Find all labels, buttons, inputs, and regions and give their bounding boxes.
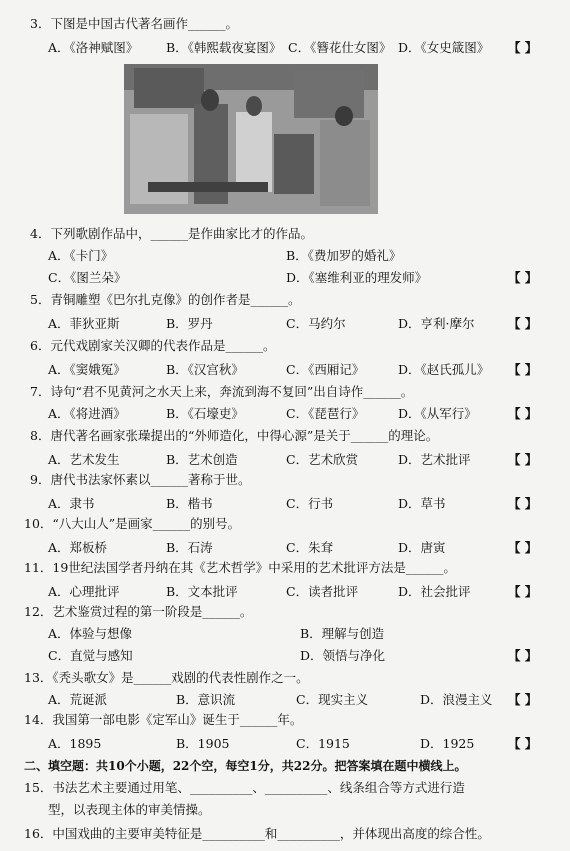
- q13-option-b: B．意识流: [176, 692, 236, 707]
- q3-option-a: A．《洛神赋图》: [48, 40, 139, 55]
- q5-option-d: D．亨利·摩尔: [398, 316, 475, 331]
- question-9-stem: 9．唐代书法家怀素以______著称于世。: [30, 472, 251, 487]
- section-2-heading: 二、填空题：共10个小题，22个空，每空1分，共22分。把答案填在题中横线上。: [24, 759, 467, 773]
- q13-option-d: D．浪漫主义: [420, 692, 493, 707]
- q11-answer-bracket: 【 】: [508, 584, 538, 599]
- q5-option-b: B．罗丹: [166, 316, 213, 331]
- q9-answer-bracket: 【 】: [508, 496, 538, 511]
- q13-answer-bracket: 【 】: [508, 692, 538, 707]
- question-15-line-1: 15．书法艺术主要通过用笔、__________、__________、线条组合等方式进行造: [24, 780, 465, 795]
- q7-option-a: A．《将进酒》: [48, 406, 126, 421]
- q8-option-b: B．艺术创造: [166, 452, 238, 467]
- question-6-stem: 6．元代戏剧家关汉卿的代表作品是______。: [30, 338, 276, 353]
- q5-option-c: C．马约尔: [286, 316, 346, 331]
- q9-option-a: A．隶书: [48, 496, 95, 511]
- q6-answer-bracket: 【 】: [508, 362, 538, 377]
- q4-answer-bracket: 【 】: [508, 270, 538, 285]
- question-7-stem: 7．诗句“君不见黄河之水天上来，奔流到海不复回”出自诗作______。: [30, 384, 414, 399]
- question-16-line-1: 16．中国戏曲的主要审美特征是__________和__________，并体现出高度的综合性。: [24, 826, 490, 841]
- q7-option-b: B．《石壕吏》: [166, 406, 244, 421]
- q9-option-c: C．行书: [286, 496, 334, 511]
- q11-option-d: D．社会批评: [398, 584, 471, 599]
- q10-option-c: C．朱耷: [286, 540, 334, 555]
- q10-option-a: A．郑板桥: [48, 540, 108, 555]
- q3-answer-bracket: 【 】: [508, 40, 538, 55]
- q3-option-b: B．《韩熙载夜宴图》: [166, 40, 282, 55]
- q11-option-a: A．心理批评: [48, 584, 120, 599]
- q4-option-a: A．《卡门》: [48, 248, 114, 263]
- q12-option-b: B．理解与创造: [300, 626, 385, 641]
- question-8-stem: 8．唐代著名画家张璪提出的“外师造化，中得心源”是关于______的理论。: [30, 428, 439, 443]
- q14-option-b: B．1905: [176, 736, 230, 751]
- question-4-stem: 4．下列歌剧作品中，______是作曲家比才的作品。: [30, 226, 313, 241]
- q4-option-d: D．《塞维利亚的理发师》: [286, 270, 428, 285]
- question-11-stem: 11．19世纪法国学者丹纳在其《艺术哲学》中采用的艺术批评方法是______。: [24, 560, 456, 575]
- q4-option-b: B．《费加罗的婚礼》: [286, 248, 402, 263]
- q3-option-d: D．《女史箴图》: [398, 40, 490, 55]
- ancient-painting-image: [124, 64, 378, 214]
- q6-option-b: B．《汉宫秋》: [166, 362, 244, 377]
- q14-option-a: A．1895: [48, 736, 102, 751]
- q10-answer-bracket: 【 】: [508, 540, 538, 555]
- q7-answer-bracket: 【 】: [508, 406, 538, 421]
- q11-option-b: B．文本批评: [166, 584, 238, 599]
- question-10-stem: 10．“八大山人”是画家______的别号。: [24, 516, 241, 531]
- question-3-stem: 3．下图是中国古代著名画作______。: [30, 16, 238, 31]
- q14-answer-bracket: 【 】: [508, 736, 538, 751]
- q11-option-c: C．读者批评: [286, 584, 359, 599]
- q12-option-a: A．体验与想像: [48, 626, 133, 641]
- q5-answer-bracket: 【 】: [508, 316, 538, 331]
- question-15-line-2: 型，以表现主体的审美情操。: [48, 802, 211, 817]
- q6-option-d: D．《赵氏孤儿》: [398, 362, 490, 377]
- q6-option-c: C．《西厢记》: [286, 362, 365, 377]
- q14-option-c: C．1915: [296, 736, 350, 751]
- q13-option-a: A．荒诞派: [48, 692, 108, 707]
- q14-option-d: D．1925: [420, 736, 475, 751]
- question-5-stem: 5．青铜雕塑《巴尔扎克像》的创作者是______。: [30, 292, 301, 307]
- q6-option-a: A．《窦娥冤》: [48, 362, 126, 377]
- q4-option-c: C．《图兰朵》: [48, 270, 127, 285]
- q12-answer-bracket: 【 】: [508, 648, 538, 663]
- q13-option-c: C．现实主义: [296, 692, 369, 707]
- q8-answer-bracket: 【 】: [508, 452, 538, 467]
- question-14-stem: 14．我国第一部电影《定军山》诞生于______年。: [24, 712, 303, 727]
- q8-option-d: D．艺术批评: [398, 452, 471, 467]
- q10-option-d: D．唐寅: [398, 540, 446, 555]
- q8-option-a: A．艺术发生: [48, 452, 120, 467]
- q8-option-c: C．艺术欣赏: [286, 452, 359, 467]
- q10-option-b: B．石涛: [166, 540, 213, 555]
- q5-option-a: A．菲狄亚斯: [48, 316, 120, 331]
- question-13-stem: 13．《秃头歌女》是______戏剧的代表性剧作之一。: [24, 670, 309, 685]
- question-12-stem: 12．艺术鉴赏过程的第一阶段是______。: [24, 604, 253, 619]
- q12-option-c: C．直觉与感知: [48, 648, 133, 663]
- q12-option-d: D．领悟与净化: [300, 648, 386, 663]
- q7-option-d: D．《从军行》: [398, 406, 477, 421]
- q7-option-c: C．《琵琶行》: [286, 406, 365, 421]
- q9-option-d: D．草书: [398, 496, 446, 511]
- q3-option-c: C．《簪花仕女图》: [288, 40, 392, 55]
- q9-option-b: B．楷书: [166, 496, 213, 511]
